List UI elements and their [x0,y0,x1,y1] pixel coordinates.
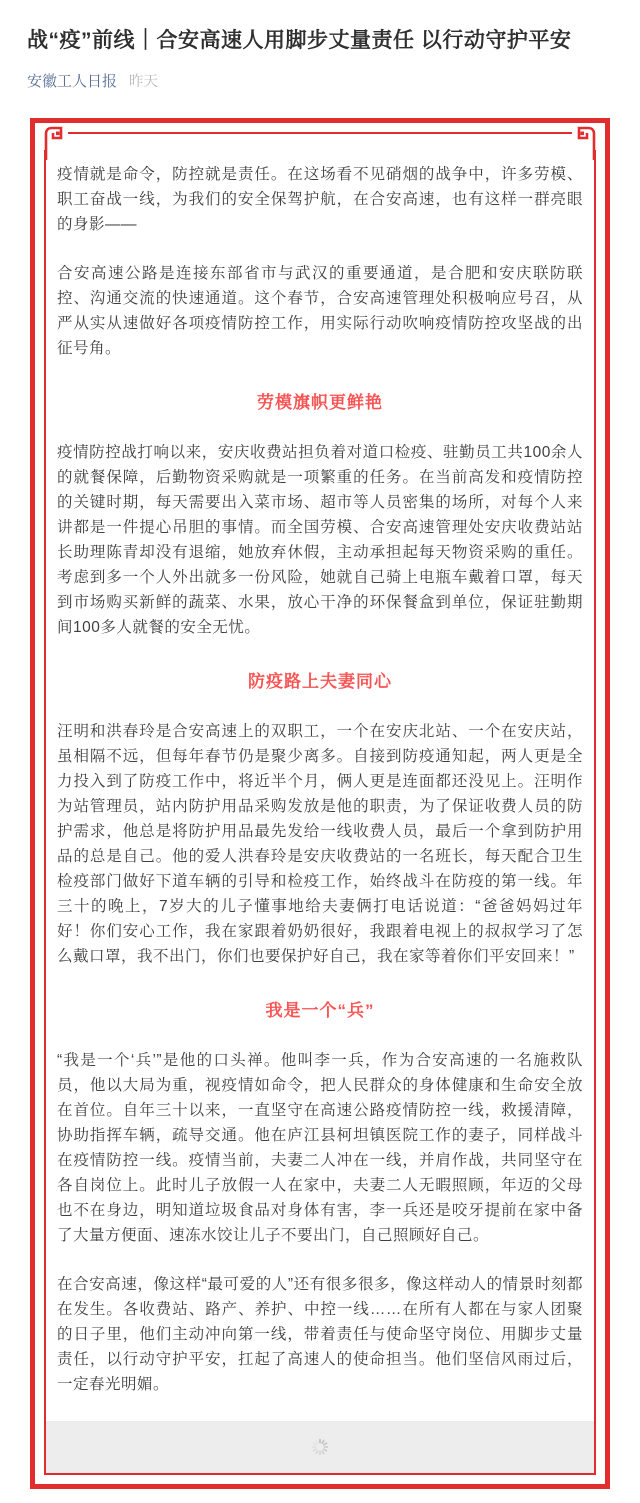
article-frame-inner [44,132,596,1475]
page-title: 战“疫”前线｜合安高速人用脚步丈量责任 以行动守护平安 [27,29,572,52]
article-header [0,0,640,91]
article-paragraph: 在合安高速，像这样“最可爱的人”还有很多很多，像这样动人的情景时刻都在发生。各收费站、路产、养护、中控一线……在所有人都在与家人团聚的日子里，他们主动冲向第一线，带着责任与使命坚守岗位、用脚步丈量责任，以行动守护平安，扛起了高速人的使命担当。他们坚信风雨过后，一定春光明媚。 [57,1276,583,1394]
article-paragraph: 疫情就是命令，防控就是责任。在这场看不见硝烟的战争中，许多劳模、职工奋战一线，为我们的安全保驾护航，在合安高速，也有这样一群亮眼的身影—— [57,166,583,234]
publish-time: 昨天 [129,74,159,91]
article-paragraph: 疫情防控战打响以来，安庆收费站担负着对道口检疫、驻勤员工共100余人的就餐保障，后勤物资采购就是一项繁重的任务。在当前高发和疫情防控的关键时期，每天需要出入菜市场、超市等人员密集的场所，对每个人来讲都是一件提心吊胆的事情。而全国劳模、合安高速管理处安庆收费站站长助理陈青却没有退缩，她放弃休假，主动承担起每天物资采购的重任。考虑到多一个人外出就多一份风险，她就自己骑上电瓶车戴着口罩，每天到市场购买新鲜的蔬菜、水果，放心干净的环保餐盒到单位，保证驻勤期间100多人就餐的安全无忧。 [57,444,583,637]
decorative-red-frame [30,118,610,1489]
article-body [57,162,583,1397]
spinner-icon [311,1438,329,1456]
image-loading-placeholder [46,1421,594,1473]
article-paragraph: 合安高速公路是连接东部省市与武汉的重要通道，是合肥和安庆联防联控、沟通交流的快速通道。这个春节，合安高速管理处积极响应号召，从严从实从速做好各项疫情防控工作，用实际行动吹响疫情防控攻坚战的出征号角。 [57,265,583,358]
byline [27,70,613,91]
source-account-link[interactable]: 安徽工人日报 [27,73,118,91]
article-paragraph: 汪明和洪春玲是合安高速上的双职工，一个在安庆北站、一个在安庆站，虽相隔不远，但每年春节仍是聚少离多。自接到防疫通知起，两人更是全力投入到了防疫工作中，将近半个月，俩人更是连面都还没见上。汪明作为站管理员，站内防护用品采购发放是他的职责，为了保证收费人员的防护需求，他总是将防护用品最先发给一线收费人员，最后一个拿到防护用品的总是自己。他的爱人洪春玲是安庆收费站的一名班长，每天配合卫生检疫部门做好下道车辆的引导和检疫工作，始终战斗在防疫的第一线。年三十的晚上，7岁大的儿子懂事地给夫妻俩打电话说道：“爸爸妈妈过年好！你们安心工作，我在家跟着奶奶很好，我跟着电视上的叔叔学习了怎么戴口罩，我不出门，你们也要保护好自己，我在家等着你们平安回来！” [57,723,583,966]
section-heading: 防疫路上夫妻同心 [248,672,392,692]
section-heading: 我是一个“兵” [265,1001,375,1021]
frame-corner-ornament-right-icon [572,124,596,160]
section-heading: 劳模旗帜更鲜艳 [257,393,383,413]
article-paragraph: “我是一个‘兵’”是他的口头禅。他叫李一兵，作为合安高速的一名施救队员，他以大局为重，视疫情如命令，把人民群众的身体健康和生命安全放在首位。自年三十以来，一直坚守在高速公路疫情防控一线，救援清障，协助指挥车辆，疏导交通。他在庐江县柯坦镇医院工作的妻子，同样战斗在疫情防控一线。疫情当前，夫妻二人冲在一线，并肩作战，共同坚守在各自岗位上。此时儿子放假一人在家中，夫妻二人无暇照顾，年迈的父母也不在身边，明知道垃圾食品对身体有害，李一兵还是咬牙提前在家中备了大量方便面、速冻水饺让儿子不要出门，自己照顾好自己。 [57,1052,583,1245]
frame-corner-ornament-left-icon [44,124,68,160]
